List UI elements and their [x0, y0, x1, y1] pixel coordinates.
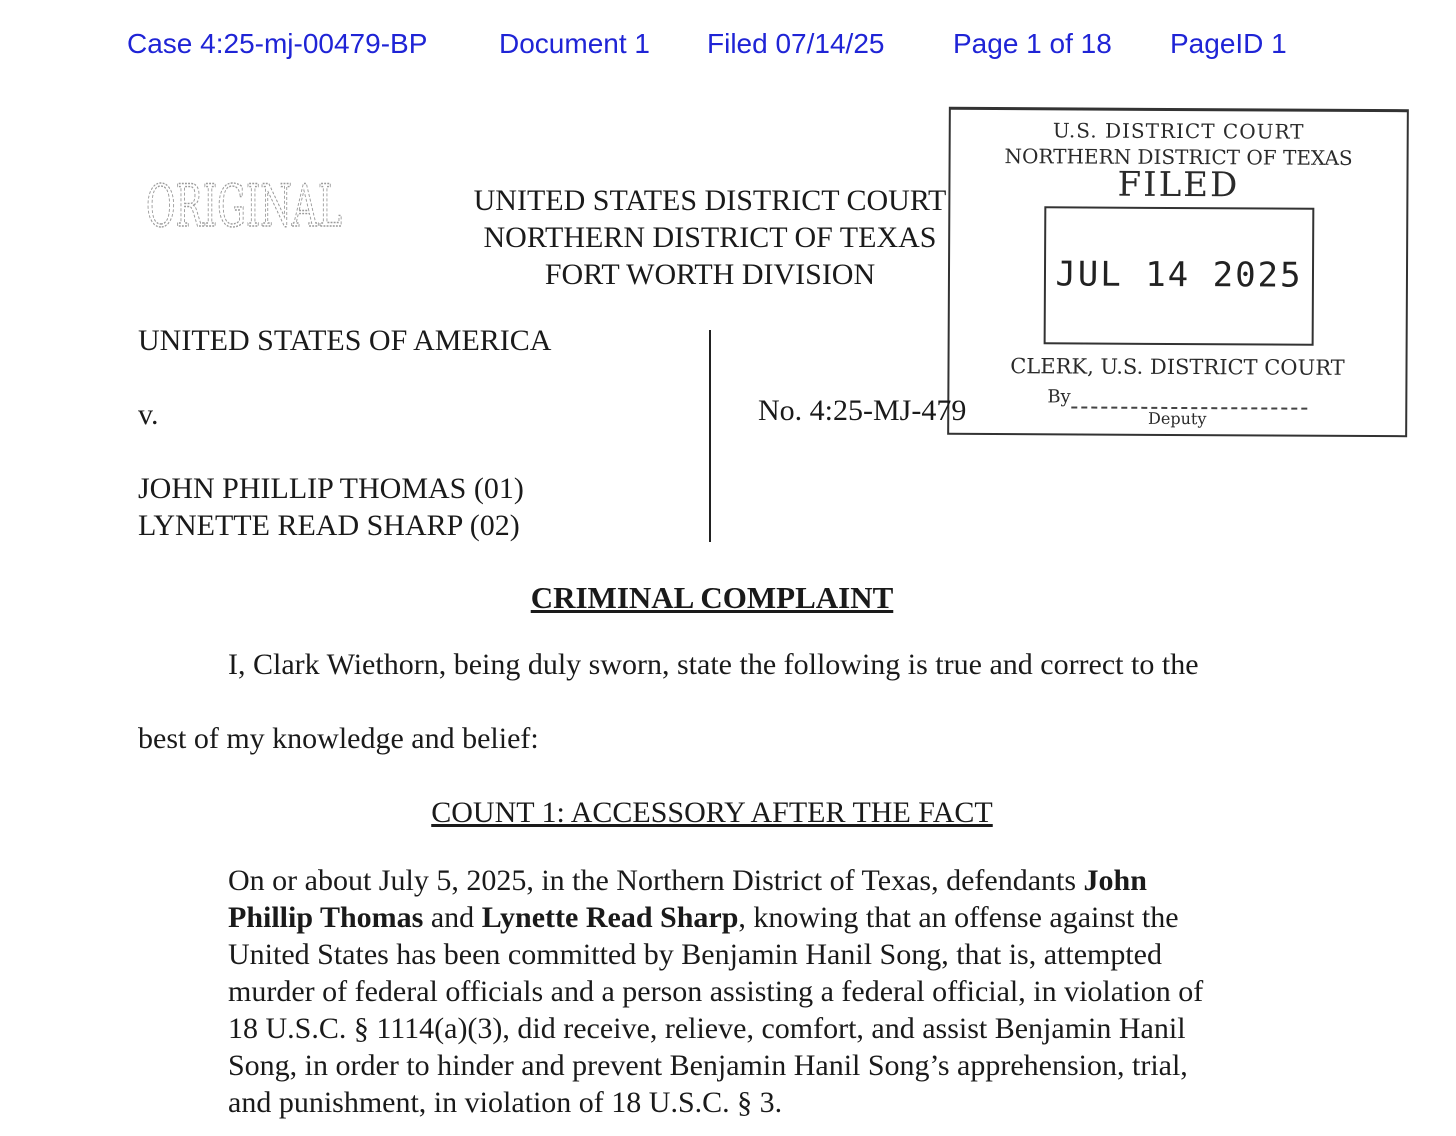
stamp-district: NORTHERN DISTRICT OF TEXAS	[1004, 144, 1353, 170]
defendant-name: Phillip Thomas	[228, 901, 424, 934]
stamp-date-box	[1044, 206, 1315, 345]
intro-line-1: I, Clark Wiethorn, being duly sworn, state the following is true and correct to the	[228, 648, 1199, 681]
case-number: No. 4:25-MJ-479	[758, 394, 967, 427]
original-stamp	[144, 158, 354, 238]
stamp-deputy: Deputy	[1148, 408, 1207, 429]
defendant-name: John	[1083, 864, 1147, 897]
versus: v.	[138, 398, 159, 431]
stamp-date: JUL 14 2025	[1055, 254, 1303, 296]
document-title: CRIMINAL COMPLAINT	[530, 580, 894, 615]
page-count-header: Page 1 of 18	[953, 28, 1112, 59]
count-1-heading: COUNT 1: ACCESSORY AFTER THE FACT	[431, 796, 993, 829]
court-heading	[440, 182, 980, 293]
count-1-line-2: Phillip Thomas and Lynette Read Sharp, knowing that an offense against the	[228, 901, 1179, 934]
count-1-line-7: and punishment, in violation of 18 U.S.C. § 3.	[228, 1086, 783, 1119]
plaintiff: UNITED STATES OF AMERICA	[138, 324, 552, 357]
page-id-header: PageID 1	[1170, 28, 1287, 59]
court-district: NORTHERN DISTRICT OF TEXAS	[483, 221, 937, 254]
defendant-2: LYNETTE READ SHARP (02)	[138, 509, 520, 542]
count-1-line-5: 18 U.S.C. § 1114(a)(3), did receive, relieve, comfort, and assist Benjamin Hanil	[228, 1012, 1186, 1045]
stamp-court: U.S. DISTRICT COURT	[1052, 118, 1305, 144]
defendant-1: JOHN PHILLIP THOMAS (01)	[138, 472, 524, 505]
count-1-line-1: On or about July 5, 2025, in the Northern District of Texas, defendants John	[228, 864, 1147, 897]
count-1-text	[228, 862, 1288, 1121]
stamp-by: By	[1047, 386, 1071, 408]
intro-line-2: best of my knowledge and belief:	[138, 722, 539, 755]
document-number-header: Document 1	[499, 28, 650, 59]
count-1-line-6: Song, in order to hinder and prevent Benjamin Hanil Song’s apprehension, trial,	[228, 1049, 1188, 1082]
count-1-line-4: murder of federal officials and a person assisting a federal official, in violation of	[228, 975, 1204, 1008]
count-1-line-3: United States has been committed by Benjamin Hanil Song, that is, attempted	[228, 938, 1162, 971]
ecf-header	[0, 28, 1456, 68]
caption-divider	[709, 330, 711, 542]
court-division: FORT WORTH DIVISION	[544, 258, 876, 291]
case-number-header: Case 4:25-mj-00479-BP	[127, 28, 428, 59]
filed-stamp	[947, 107, 1409, 437]
svg-text:ORIGINAL: ORIGINAL	[146, 172, 342, 240]
filed-date-header: Filed 07/14/25	[707, 28, 885, 59]
stamp-filed: FILED	[1117, 164, 1240, 206]
defendant-name: Lynette Read Sharp	[481, 901, 739, 934]
stamp-clerk: CLERK, U.S. DISTRICT COURT	[1010, 354, 1345, 380]
court-name: UNITED STATES DISTRICT COURT	[473, 184, 947, 217]
